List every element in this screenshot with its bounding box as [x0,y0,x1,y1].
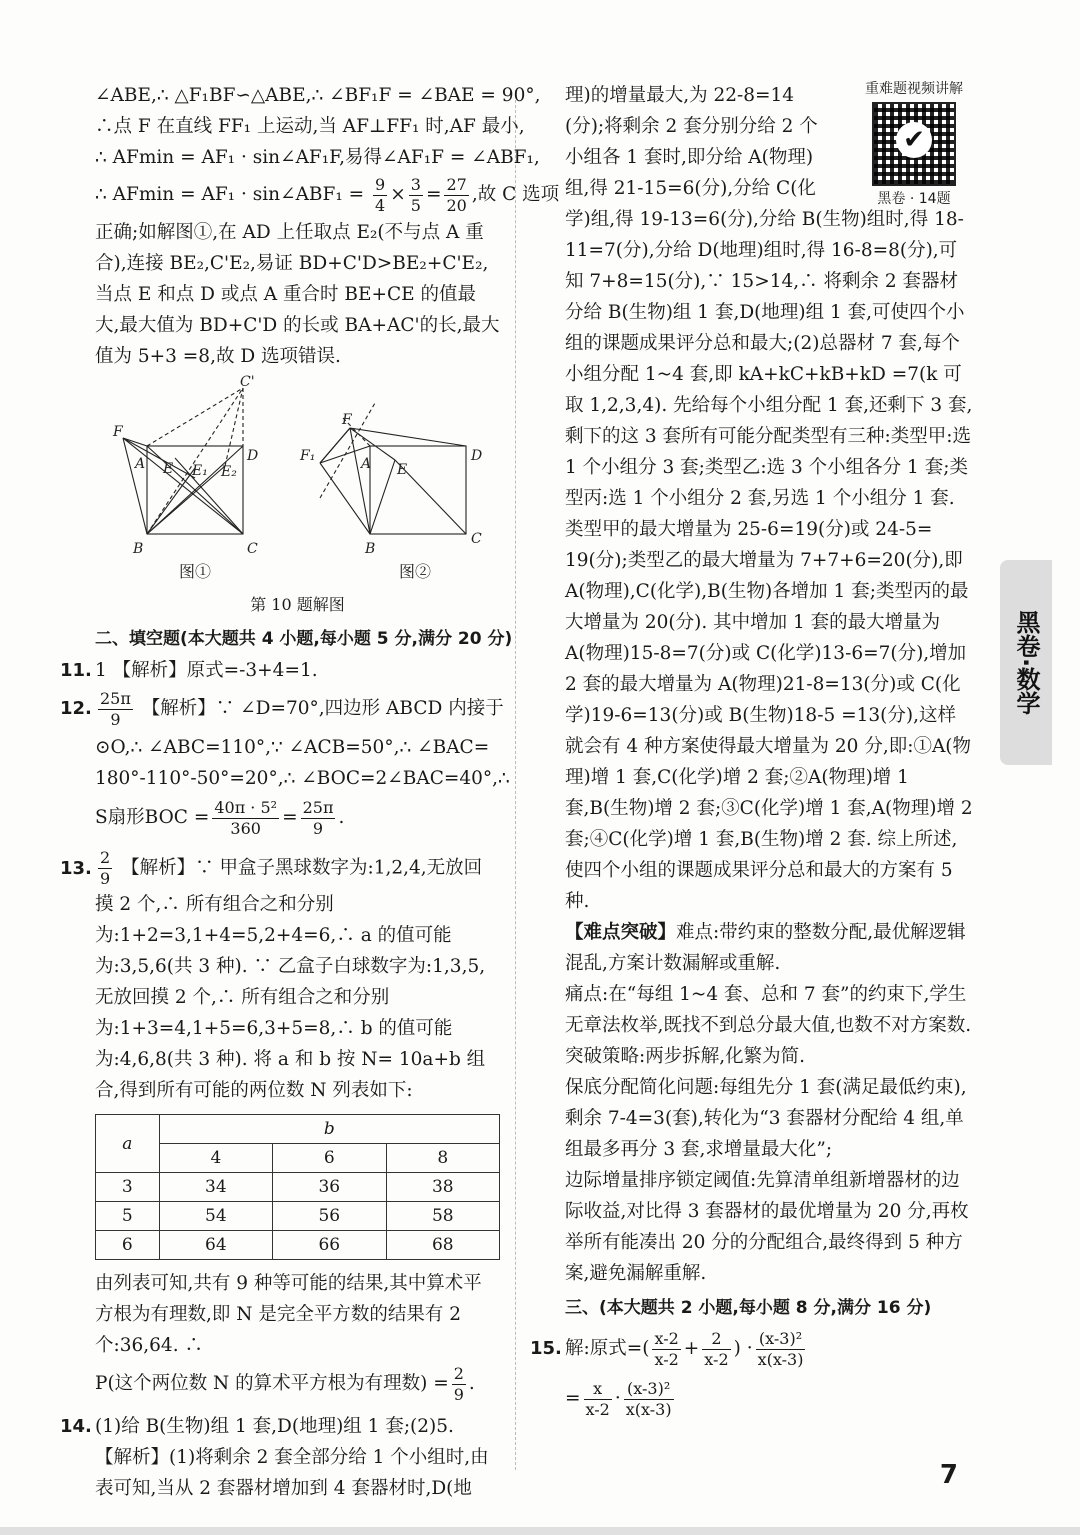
question-number: 13. [60,857,92,879]
question-12 [60,686,504,732]
column-divider [515,90,516,1470]
bottom-bar [0,1527,1080,1535]
answer-fraction: $\frac{25\pi}{9}$ [100,688,131,729]
fraction: $\frac{\text{(x-3)²}}{x(x-3)}$ [757,1328,804,1369]
fraction: $\frac{27}{20}$ [446,174,467,215]
figure-caption: 图② [398,562,431,581]
fig-label: A [361,456,372,472]
table-row [96,1231,500,1260]
text-line: 理)的增量最大,为 22-8=14 [565,85,795,106]
solution-text: 【解析】∵ 甲盒子黑球数字为:1,2,4,无放回摸 2 个,∴ 所有组合之和分别为:1+2=3,1+4=5,2+4=6,∴ a 的值可能为:3,5,6(共 3 种). ∵ 乙盒子白球数字为:1,3,5,无放回摸 2 个,∴ 所有组合之和分别为:1+3=4,1+5=6,3+5=8,∴ b 的值可能为:4,6,8(共 3 种). 将 a 和 b 按 N= 10a+b 组合,得到所有可能的两位数 N 列表如下: [95,857,486,1101]
table-cell: 6 [96,1231,160,1260]
qr-code-icon[interactable] [872,102,956,186]
question-number: 14. [60,1416,92,1437]
fig-label: D [471,448,483,464]
text-line: 组,得 21-15=6(分),分给 C(化 [565,178,816,199]
left-column [60,80,560,1504]
text-line: ∴ AFmin = AF₁ · sin∠AF₁F,易得∠AF₁F = ∠ABF₁, [95,147,540,168]
figure-pair [95,374,500,593]
table-cell: 36 [273,1173,386,1202]
table-cell: 58 [386,1202,499,1231]
right-column [530,80,973,1424]
text-line: 180°-110°-50°=20°,∴ ∠BOC=2∠BAC=40°,∴ [95,768,510,789]
table-cell: 3 [96,1173,160,1202]
fig-label: E [397,462,408,478]
figure-caption: 图① [178,562,211,581]
fraction: $\frac{x-2}{x-2}$ [654,1328,679,1369]
table-cell: 34 [159,1173,272,1202]
table-cell: 64 [159,1231,272,1260]
difficulty-block [565,917,973,979]
table-cell: 5 [96,1202,160,1231]
check-icon: ✔ [896,122,932,158]
number-table [95,1114,500,1260]
fraction: $\frac{3}{5}$ [410,174,421,215]
question-number: 12. [60,698,92,719]
fig-label: E [163,461,174,477]
table-row [96,1202,500,1231]
section-heading: 三、(本大题共 2 小题,每小题 8 分,满分 16 分) [565,1298,932,1318]
text-line: ⊙O,∴ ∠ABC=110°,∵ ∠ACB=50°,∴ ∠BAC= [95,737,490,758]
fig-label: E₁ [192,463,208,479]
text-line: (分);将剩余 2 套分别分给 2 个 [565,116,818,137]
fig-label: C [247,541,258,557]
fig-label: F₁ [300,448,316,464]
table-cell: 54 [159,1202,272,1231]
paragraph: 边际增量排序锁定阈值:先算清单组新增器材的边际收益,对比得 3 套器材的最优增量为 20 分,再枚举所有能凑出 20 分的分配组合,最终得到 5 种方案,避免漏解重解. [565,1170,969,1284]
text-line-with-fractions: ∴ AFmin = AF₁ · sin∠ABF₁ = $\frac{9}{4}$ × $\frac{3}{5}$ = $\frac{27}{20}$ ,故 C 选项 [95,174,560,215]
equation-line: = $\frac{x}{x-2}$ · $\frac{\text{(x-3)²}}{x(x-3)}$ [565,1378,672,1419]
text-segment: 【解析】∵ ∠D=70°,四边形 ABCD 内接于 [141,698,504,719]
fig-label: C [471,531,482,547]
geometry-figures [95,374,500,568]
difficulty-label: 【难点突破】 [565,922,677,943]
table-header-b: b [159,1115,499,1144]
text-segment: 难点:带约束的整数分配,最优解逻辑混乱,方案计数漏解或重解. [565,922,966,974]
qr-caption: 黑卷 · 14题 [877,191,951,207]
fig-label: D [247,448,259,464]
paragraph: 【解析】(1)将剩余 2 套全部分给 1 个小组时,由表可知,当从 2 套器材增加到 4 套器材时,D(地 [95,1447,489,1499]
probability-line: P(这个两位数 N 的算术平方根为有理数) = $\frac{2}{9}$ . [95,1363,475,1404]
paragraph: 由列表可知,共有 9 种等可能的结果,其中算术平方根为有理数,即 N 是完全平方数的结果有 2 个:36,64. ∴ [95,1273,482,1356]
table-cell: 66 [273,1231,386,1260]
fig-label: B [365,541,376,557]
text-line-with-fractions: S扇形BOC = $\frac{\text{40π · 5²}}{360}$ = $\frac{25\pi}{9}$ . [95,797,345,838]
fig-label: F [113,424,123,440]
fig-label: B [133,541,144,557]
answer-fraction: $\frac{2}{9}$ [100,848,111,888]
paragraph: 正确;如解图①,在 AD 上任取点 E₂(不与点 A 重合),连接 BE₂,C'E₂,易证 BD+C'D>BE₂+C'E₂,当点 E 和点 D 或点 A 重合时 BE+CE 的值最大,最大值为 BD+C'D 的长或 BA+AC'的长,最大值为 5+3 =8,故 D 选项错误. [95,222,500,367]
answer-text: 1 【解析】原式=-3+4=1. [95,660,318,681]
paragraph: 突破策略:两步拆解,化繁为简. [565,1046,805,1067]
table-cell: 8 [386,1144,499,1173]
table-row [96,1173,500,1202]
side-tab: 黑卷·数学 [1000,560,1052,765]
text-segment: S扇形BOC = [95,807,210,828]
text-segment: ∴ AFmin = AF₁ · sin∠ABF₁ = [95,184,365,205]
table-cell: 4 [159,1144,272,1173]
question-14 [60,1411,500,1442]
qr-title: 重难题视频讲解 [865,81,963,97]
fig-label: E₂ [221,464,237,480]
question-15: 15. 解:原式=( $\frac{x-2}{x-2}$ + $\frac{2}{x-2}$ ) · $\frac{\text{(x-3)²}}{x(x-3)}$ [565,1324,973,1374]
paragraph: 痛点:在“每组 1~4 套、总和 7 套”的约束下,学生无章法枚举,既找不到总分最大值,也数不对方案数. [565,984,972,1036]
question-13 [60,848,500,1106]
paragraph: 学)组,得 19-13=6(分),分给 B(生物)组时,得 18-11=7(分),分给 D(地理)组时,得 16-8=8(分),可知 7+8=15(分),∵ 15>14,∴ 将剩余 2 套器材分给 B(生物)组 1 套,D(地理)组 1 套,可使四个小组的课题成果评分总和最大;(2)总器材 7 套,每个小组分配 1~4 套,即 kA+kC+kB+kD =7(k 可取 1,2,3,4). 先给每个小组分配 1 套,还剩下 3 套,剩下的这 3 套所有可能分配类型有三种:类型甲:选 1 个小组分 3 套;类型乙:选 3 个小组各分 1 套;类型丙:选 1 个小组分 2 套,另选 1 个小组分 1 套. 类型甲的最大增量为 25-6=19(分)或 24-5= 19(分);类型乙的最大增量为 7+7+6=20(分),即 A(物理),C(化学),B(生物)各增加 1 套;类型丙的最大增量为 20(分). 其中增加 1 套的最大增量为 A(物理)15-8=7(分)或 C(化学)13-6=7(分),增加 2 套的最大增量为 A(物理)21-8=13(分)或 C(化学)19-6=13(分)或 B(生物)18-5 =13(分),这样就会有 4 种方案使得最大增量为 20 分,即:①A(物理)增 1 套,C(化学)增 2 套;②A(物理)增 1 套,B(生物)增 2 套;③C(化学)增 1 套,A(物理)增 2 套;④C(化学)增 1 套,B(生物)增 2 套. 综上所述,使四个小组的课题成果评分总和最大的方案有 5 种. [565,209,973,912]
fraction: $\frac{9}{4}$ [375,174,386,215]
text-line: 小组各 1 套时,即分给 A(物理) [565,147,814,168]
fraction: $\frac{25\pi}{9}$ [302,797,334,838]
fig-label: C' [240,374,255,390]
table-cell: 6 [273,1144,386,1173]
section-heading: 二、填空题(本大题共 4 小题,每小题 5 分,满分 20 分) [95,629,513,649]
text-segment: P(这个两位数 N 的算术平方根为有理数) = [95,1373,449,1394]
text-line: ∴点 F 在直线 FF₁ 上运动,当 AF⊥FF₁ 时,AF 最小, [95,116,525,137]
question-number: 15. [530,1338,562,1359]
qr-code-block[interactable] [855,80,973,208]
question-11 [60,655,500,686]
fraction: $\frac{\text{(x-3)²}}{x(x-3)}$ [625,1378,672,1419]
fraction: $\frac{x}{x-2}$ [585,1378,610,1419]
top-block [565,80,973,207]
table-header-a: a [96,1115,160,1173]
answer-text: (1)给 B(生物)组 1 套,D(地理)组 1 套;(2)5. [95,1416,454,1437]
table-cell: 68 [386,1231,499,1260]
fig-label: A [135,456,146,472]
fraction: $\frac{2}{x-2}$ [704,1328,729,1369]
table-cell: 56 [273,1202,386,1231]
fig-label: F [342,412,352,428]
page-number: 7 [939,1460,958,1490]
text-line: ∠ABE,∴ △F₁BF∽△ABE,∴ ∠BF₁F = ∠BAE = 90°, [95,85,541,106]
table-cell: 38 [386,1173,499,1202]
paragraph: 保底分配简化问题:每组先分 1 套(满足最低约束),剩余 7-4=3(套),转化为“3 套器材分配给 4 组,单组最多再分 3 套,求增量最大化”; [565,1077,967,1160]
fraction: $\frac{2}{9}$ [453,1363,464,1404]
fraction: $\frac{\text{40π · 5²}}{360}$ [214,797,278,838]
figures-title: 第 10 题解图 [250,595,345,614]
text-segment: 解:原式=( [565,1338,650,1359]
question-number: 11. [60,660,92,681]
